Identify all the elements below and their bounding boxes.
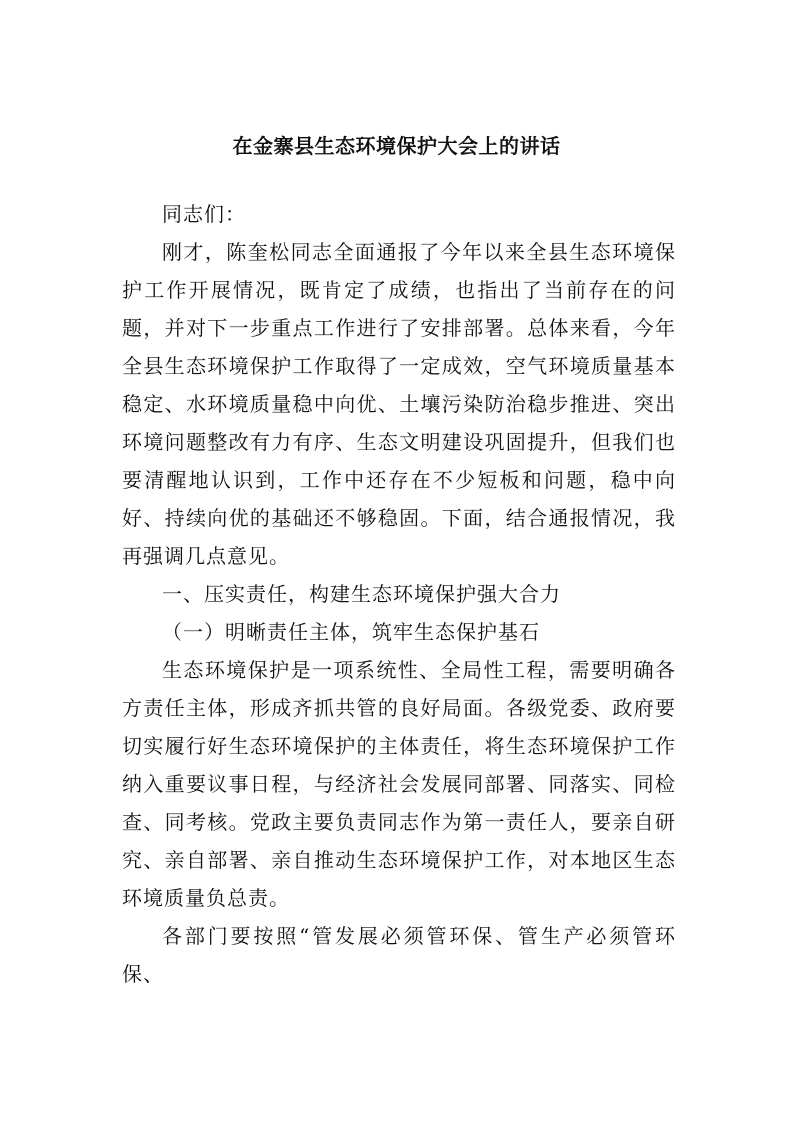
document-title: 在金寨县生态环境保护大会上的讲话	[232, 134, 561, 158]
salutation-paragraph: 同志们：	[162, 202, 246, 226]
subsection-heading-1: （一）明晰责任主体，筑牢生态保护基石	[162, 620, 540, 644]
document-body	[122, 195, 676, 993]
body-paragraph-continued: 各部门要按照“管发展必须管环保、管生产必须管环保、	[122, 924, 676, 986]
section-heading-1: 一、压实责任，构建生态环境保护强大合力	[162, 582, 561, 606]
body-paragraph: 生态环境保护是一项系统性、全局性工程，需要明确各方责任主体，形成齐抓共管的良好局面。各级党委、政府要切实履行好生态环境保护的主体责任，将生态环境保护工作纳入重要议事日程，与经济社会发展同部署、同落实、同检查、同考核。党政主要负责同志作为第一责任人，要亲自研究、亲自部署、亲自推动生态环境保护工作，对本地区生态环境质量负总责。	[122, 658, 676, 910]
intro-paragraph: 刚才，陈奎松同志全面通报了今年以来全县生态环境保护工作开展情况，既肯定了成绩，也指出了当前存在的问题，并对下一步重点工作进行了安排部署。总体来看，今年全县生态环境保护工作取得了一定成效，空气环境质量基本稳定、水环境质量稳中向优、土壤污染防治稳步推进、突出环境问题整改有力有序、生态文明建设巩固提升，但我们也要清醒地认识到，工作中还存在不少短板和问题，稳中向好、持续向优的基础还不够稳固。下面，结合通报情况，我再强调几点意见。	[122, 240, 676, 568]
